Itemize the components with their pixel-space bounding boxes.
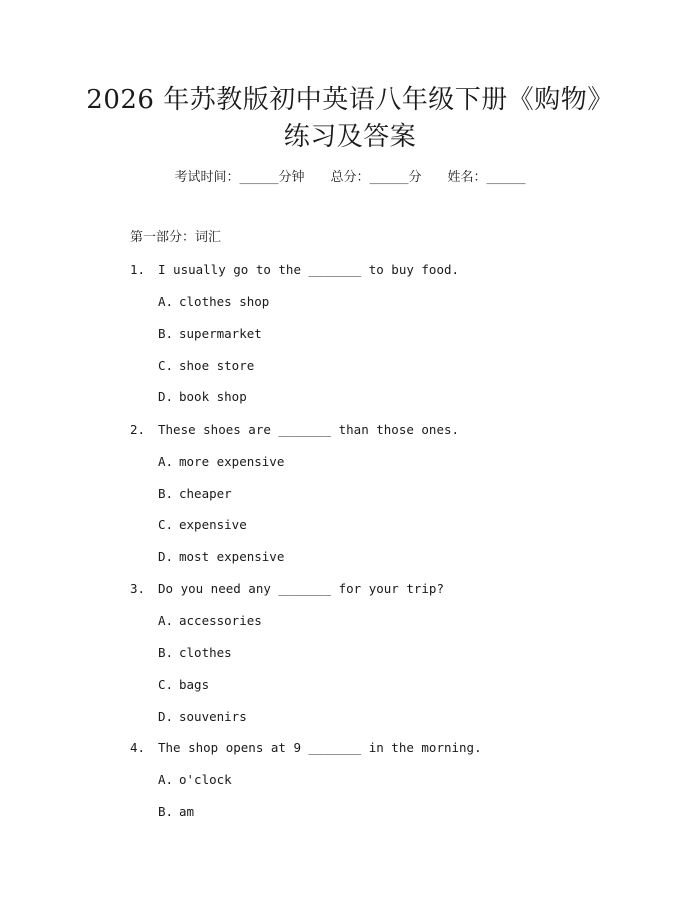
answer-option (158, 453, 284, 471)
answer-option (158, 803, 194, 821)
question-number: 1. (130, 262, 146, 277)
question (130, 739, 482, 757)
option-text: shoe store (179, 358, 255, 373)
option-label: C. (158, 517, 174, 532)
exam-name-field: 姓名：______ (447, 170, 526, 185)
option-label: C. (158, 677, 174, 692)
option-label: B. (158, 326, 174, 341)
question (130, 580, 444, 598)
option-label: A. (158, 772, 174, 787)
option-text: more expensive (179, 454, 285, 469)
section-heading: 第一部分：词汇 (130, 230, 222, 245)
question-text: These shoes are _______ than those ones. (158, 422, 460, 437)
answer-option (158, 485, 232, 503)
answer-option (158, 293, 269, 311)
option-text: expensive (179, 517, 247, 532)
option-label: D. (158, 549, 174, 564)
option-text: book shop (179, 389, 247, 404)
answer-option (158, 612, 262, 630)
option-text: supermarket (179, 326, 262, 341)
answer-option (158, 516, 247, 534)
question (130, 421, 459, 439)
answer-option (158, 676, 209, 694)
option-label: B. (158, 804, 174, 819)
option-text: souvenirs (179, 709, 247, 724)
document-title-line-2: 练习及答案 (283, 122, 417, 152)
exam-time: 考试时间：______分钟 (174, 170, 305, 185)
option-text: accessories (179, 613, 262, 628)
question-text: The shop opens at 9 _______ in the morning. (158, 740, 482, 755)
option-text: o'clock (179, 772, 232, 787)
option-label: A. (158, 613, 174, 628)
option-label: A. (158, 454, 174, 469)
document-title-line-1: 2026 年苏教版初中英语八年级下册《购物》 (86, 85, 614, 115)
option-text: am (179, 804, 195, 819)
question (130, 261, 459, 279)
option-text: cheaper (179, 486, 232, 501)
answer-option (158, 708, 247, 726)
option-text: bags (179, 677, 210, 692)
option-label: A. (158, 294, 174, 309)
option-text: most expensive (179, 549, 285, 564)
answer-option (158, 388, 247, 406)
answer-option (158, 771, 232, 789)
option-label: B. (158, 486, 174, 501)
question-text: I usually go to the _______ to buy food. (158, 262, 460, 277)
answer-option (158, 548, 284, 566)
answer-option (158, 357, 254, 375)
question-text: Do you need any _______ for your trip? (158, 581, 444, 596)
option-label: D. (158, 709, 174, 724)
option-text: clothes shop (179, 294, 270, 309)
option-label: B. (158, 645, 174, 660)
option-text: clothes (179, 645, 232, 660)
answer-option (158, 644, 232, 662)
option-label: C. (158, 358, 174, 373)
option-label: D. (158, 389, 174, 404)
exam-total-score: 总分：______分 (330, 170, 422, 185)
answer-option (158, 325, 262, 343)
question-number: 4. (130, 740, 146, 755)
question-number: 3. (130, 581, 146, 596)
exam-info (0, 168, 700, 188)
question-number: 2. (130, 422, 146, 437)
